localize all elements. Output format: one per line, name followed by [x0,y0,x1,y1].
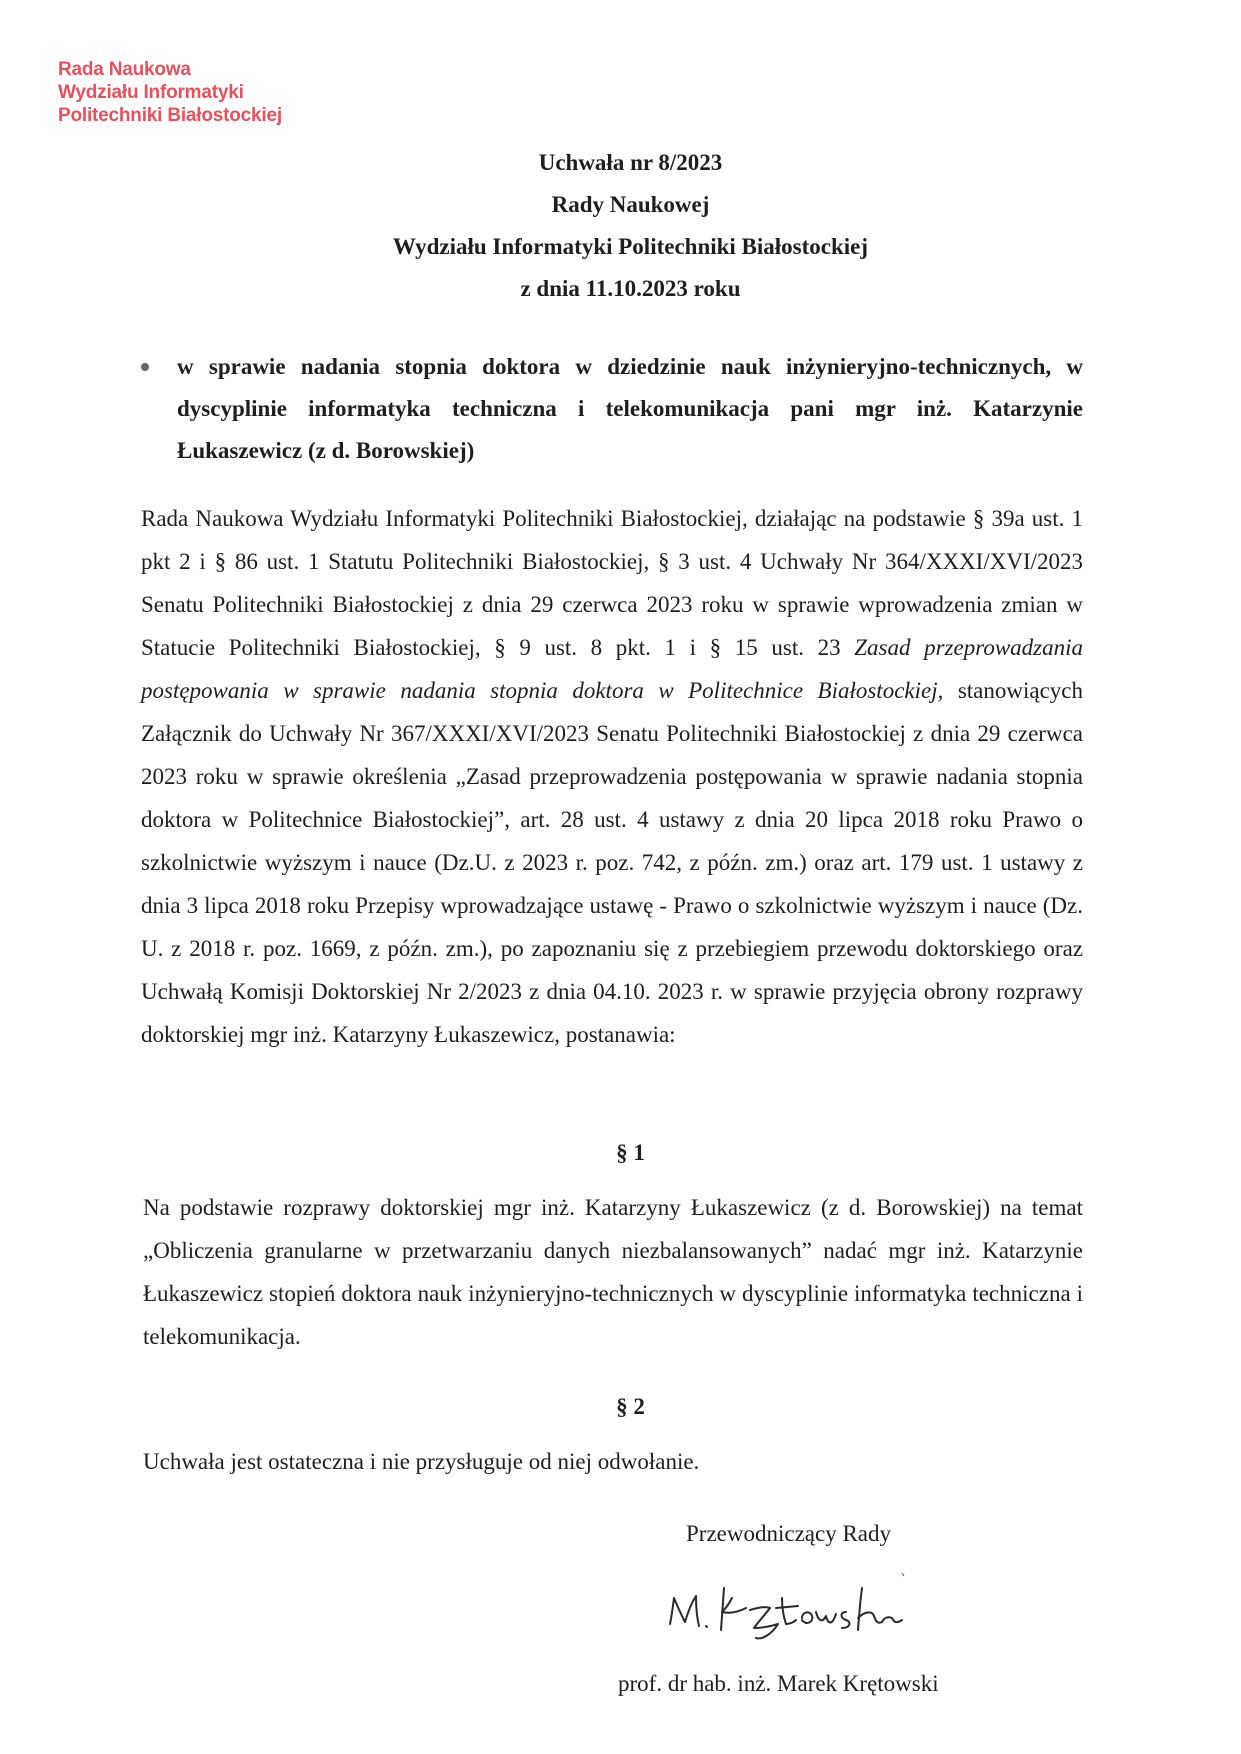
bullet-icon [141,363,149,371]
resolution-faculty: Wydziału Informatyki Politechniki Białostockiej [392,234,869,259]
chair-name: prof. dr hab. inż. Marek Krętowski [618,1671,939,1696]
ink-mark [901,1573,905,1577]
handwritten-signature [666,1578,932,1658]
council-stamp [58,58,282,127]
preamble-text-2: stanowiących Załącznik do Uchwały Nr 367/XXXI/XVI/2023 Senatu Politechniki Białostockiej z dnia 29 czerwca 2023 roku w sprawie określenia „Zasad przeprowadzenia postępowania w sprawie nadania stopnia doktora w Politechnice Białostockiej”, art. 28 ust. 4 ustawy z dnia 20 lipca 2018 roku Prawo o szkolnictwie wyższym i nauce (Dz.U. z 2023 r. poz. 742, z późn. zm.) oraz art. 179 ust. 1 ustawy z dnia 3 lipca 2018 roku Przepisy wprowadzające ustawę - Prawo o szkolnictwie wyższym i nauce (Dz. U. z 2018 r. poz. 1669, z późn. zm.), po zapoznaniu się z przebiegiem przewodu doktorskiego oraz Uchwałą Komisji Doktorskiej Nr 2/2023 z dnia 04.10. 2023 r. w sprawie przyjęcia obrony rozprawy doktorskiej mgr inż. Katarzyny Łukaszewicz, postanawia: [141,678,1083,1047]
stamp-line-3: Politechniki Białostockiej [58,105,282,126]
preamble-text-1: Rada Naukowa Wydziału Informatyki Politechniki Białostockiej, działając na podstawie § 39a ust. 1 pkt 2 i § 86 ust. 1 Statutu Politechniki Białostockiej, § 3 ust. 4 Uchwały Nr 364/XXXI/XVI/2023 Senatu Politechniki Białostockiej z dnia 29 czerwca 2023 roku w sprawie wprowadzenia zmian w Statucie Politechniki Białostockiej, § 9 ust. 8 pkt. 1 i § 15 ust. 23 [141,506,1083,660]
section-1-heading: § 1 [616,1140,645,1165]
section-2-heading: § 2 [616,1394,645,1419]
preamble-italic-title: Zasad przeprowadzania postępowania w sprawie nadania stopnia doktora w Politechnice Białostockiej, [141,635,1083,703]
section-2-text: Uchwała jest ostateczna i nie przysługuje od niej odwołanie. [143,1449,700,1474]
resolution-subject [141,346,1083,472]
stamp-line-1: Rada Naukowa [58,59,191,80]
resolution-body: Rady Naukowej [551,192,710,217]
preamble-paragraph [141,497,1083,1056]
chair-role: Przewodniczący Rady [686,1521,892,1546]
resolution-date: z dnia 11.10.2023 roku [520,276,741,301]
resolution-header [0,142,1241,310]
subject-text: w sprawie nadania stopnia doktora w dziedzinie nauk inżynieryjno-technicznych, w dyscyplinie informatyka techniczna i telekomunikacja pani mgr inż. Katarzynie Łukaszewicz (z d. Borowskiej) [177,354,1083,463]
resolution-title: Uchwała nr 8/2023 [538,150,723,175]
stamp-line-2: Wydziału Informatyki [58,82,244,103]
section-1-text: Na podstawie rozprawy doktorskiej mgr inż. Katarzyny Łukaszewicz (z d. Borowskiej) na temat „Obliczenia granularne w przetwarzaniu danych niezbalansowanych” nadać mgr inż. Katarzynie Łukaszewicz stopień doktora nauk inżynieryjno-technicznych w dyscyplinie informatyka techniczna i telekomunikacja. [143,1195,1083,1349]
